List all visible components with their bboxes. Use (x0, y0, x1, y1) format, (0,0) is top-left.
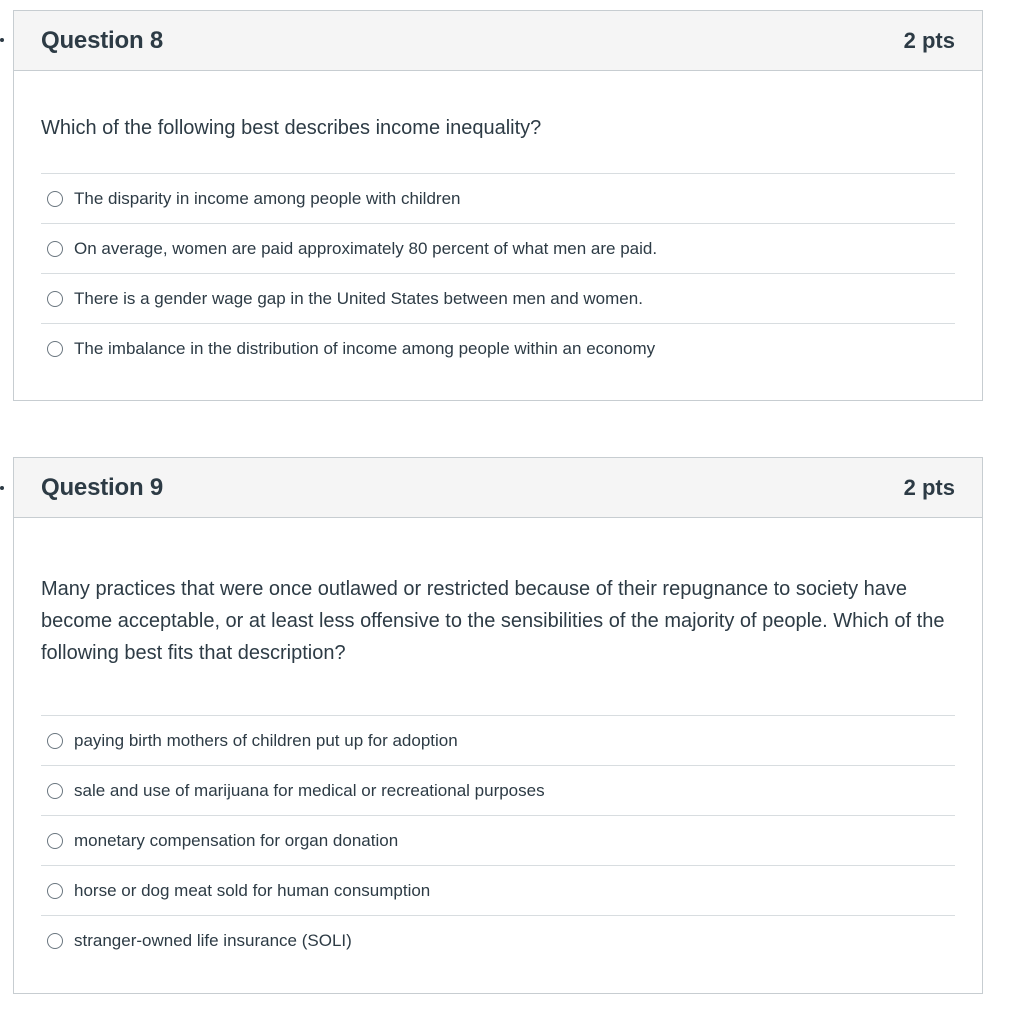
question-body (14, 573, 982, 965)
radio-button[interactable] (47, 733, 63, 749)
question-title: Question 9 (41, 473, 164, 501)
answer-list (41, 173, 955, 373)
answer-option[interactable] (41, 273, 955, 323)
question-marker (0, 38, 4, 42)
radio-button[interactable] (47, 191, 63, 207)
answer-label[interactable]: The disparity in income among people with children (74, 188, 461, 208)
answer-option[interactable] (41, 865, 955, 915)
radio-button[interactable] (47, 341, 63, 357)
answer-option[interactable] (41, 765, 955, 815)
question-points: 2 pts (903, 27, 955, 53)
answer-label[interactable]: monetary compensation for organ donation (74, 830, 399, 850)
radio-button[interactable] (47, 933, 63, 949)
radio-button[interactable] (47, 833, 63, 849)
question-body (14, 112, 982, 373)
answer-label[interactable]: On average, women are paid approximately 80 percent of what men are paid. (74, 238, 658, 258)
answer-option[interactable] (41, 915, 955, 965)
answer-label[interactable]: horse or dog meat sold for human consumption (74, 880, 431, 900)
radio-button[interactable] (47, 291, 63, 307)
answer-list (41, 715, 955, 965)
answer-label[interactable]: There is a gender wage gap in the United States between men and women. (74, 288, 643, 308)
answer-option[interactable] (41, 715, 955, 765)
answer-option[interactable] (41, 223, 955, 273)
question-text: Many practices that were once outlawed or restricted because of their repugnance to society have become acceptable, or at least less offensive to the sensibilities of the majority of people. Which of the following best fits that description? (41, 578, 945, 664)
question-text: Which of the following best describes income inequality? (41, 117, 542, 139)
question-header (14, 458, 982, 518)
radio-button[interactable] (47, 883, 63, 899)
radio-button[interactable] (47, 783, 63, 799)
question-title: Question 8 (41, 26, 164, 54)
question-marker (0, 486, 4, 490)
answer-label[interactable]: sale and use of marijuana for medical or recreational purposes (74, 780, 545, 800)
answer-label[interactable]: The imbalance in the distribution of income among people within an economy (74, 338, 656, 358)
question-9-card (13, 457, 983, 994)
question-header (14, 11, 982, 71)
answer-label[interactable]: stranger-owned life insurance (SOLI) (74, 930, 352, 950)
answer-option[interactable] (41, 323, 955, 373)
question-points: 2 pts (903, 474, 955, 500)
answer-label[interactable]: paying birth mothers of children put up for adoption (74, 730, 458, 750)
answer-option[interactable] (41, 815, 955, 865)
radio-button[interactable] (47, 241, 63, 257)
question-8-card (13, 10, 983, 401)
answer-option[interactable] (41, 173, 955, 223)
